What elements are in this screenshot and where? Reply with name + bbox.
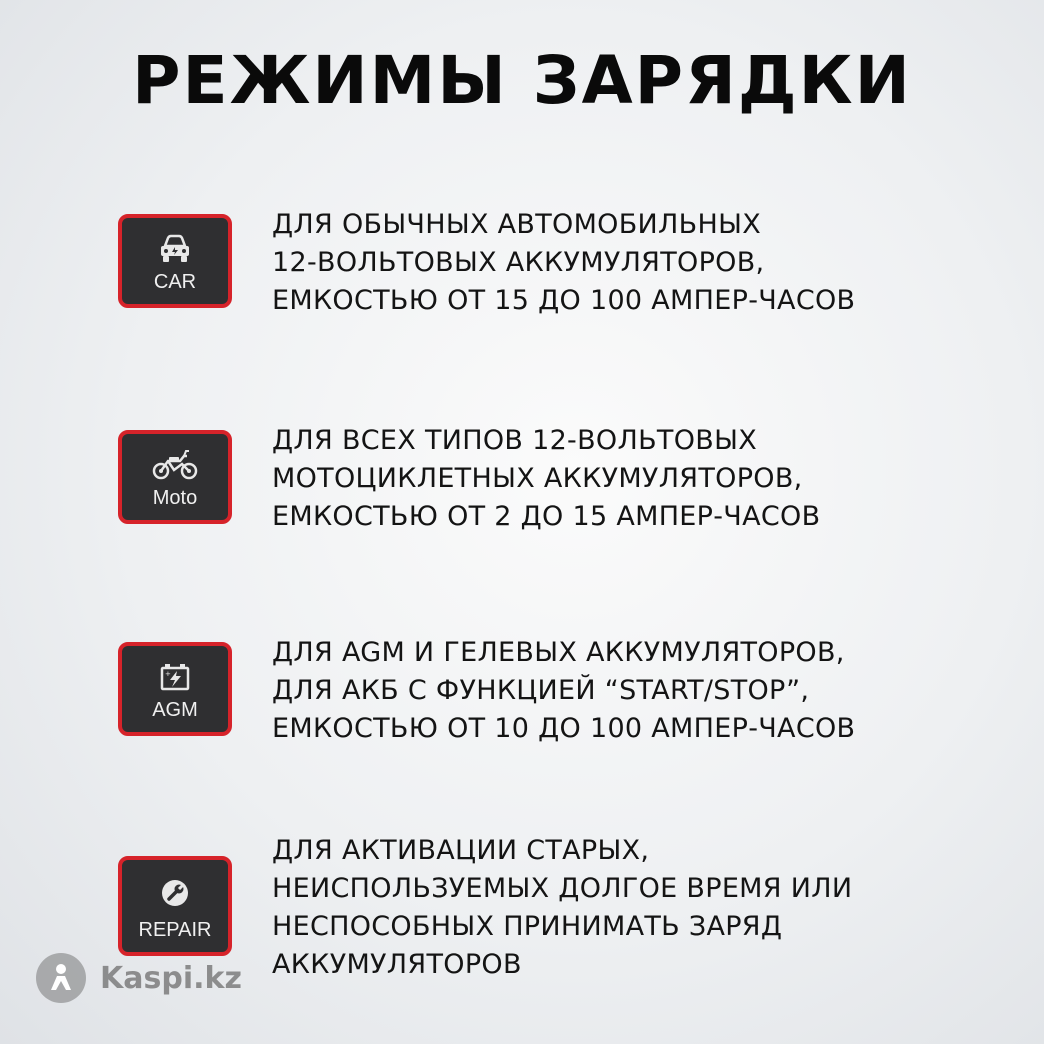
mode-description xyxy=(272,634,1012,748)
description-line: НЕСПОСОБНЫХ ПРИНИМАТЬ ЗАРЯД xyxy=(272,911,783,942)
description-line: АККУМУЛЯТОРОВ xyxy=(272,949,522,980)
watermark-text: Kaspi.kz xyxy=(100,960,242,996)
badge-label: CAR xyxy=(153,271,197,293)
description-line: ДЛЯ АКБ С ФУНКЦИЕЙ “START/STOP”, xyxy=(272,675,810,706)
description-line: 12-ВОЛЬТОВЫХ АККУМУЛЯТОРОВ, xyxy=(272,247,765,278)
mode-car xyxy=(0,210,1044,370)
kaspi-logo-icon xyxy=(36,953,86,1003)
badge-label: AGM xyxy=(152,699,198,721)
description-line: ДЛЯ ВСЕХ ТИПОВ 12-ВОЛЬТОВЫХ xyxy=(272,425,757,456)
car-icon xyxy=(122,232,228,266)
motorcycle-icon xyxy=(122,448,228,482)
page-title: РЕЖИМЫ ЗАРЯДКИ xyxy=(132,42,912,119)
mode-agm xyxy=(0,638,1044,798)
description-line: ДЛЯ AGM И ГЕЛЕВЫХ АККУМУЛЯТОРОВ, xyxy=(272,637,845,668)
description-line: НЕИСПОЛЬЗУЕМЫХ ДОЛГОЕ ВРЕМЯ ИЛИ xyxy=(272,873,853,904)
repair-mode-badge xyxy=(118,856,232,956)
moto-mode-badge xyxy=(118,430,232,524)
mode-description xyxy=(272,206,1012,320)
mode-moto xyxy=(0,426,1044,586)
badge-label: REPAIR xyxy=(138,919,212,941)
badge-label: Moto xyxy=(152,487,198,509)
mode-description xyxy=(272,422,1012,536)
car-mode-badge xyxy=(118,214,232,308)
battery-icon xyxy=(122,660,228,694)
description-line: ДЛЯ АКТИВАЦИИ СТАРЫХ, xyxy=(272,835,650,866)
description-line: ЕМКОСТЬЮ ОТ 15 ДО 100 АМПЕР-ЧАСОВ xyxy=(272,285,856,316)
svg-text:+: + xyxy=(165,670,171,678)
kaspi-watermark xyxy=(36,950,242,1006)
mode-description xyxy=(272,832,1012,984)
description-line: МОТОЦИКЛЕТНЫХ АККУМУЛЯТОРОВ, xyxy=(272,463,803,494)
wrench-icon xyxy=(122,876,228,910)
agm-mode-badge xyxy=(118,642,232,736)
description-line: ДЛЯ ОБЫЧНЫХ АВТОМОБИЛЬНЫХ xyxy=(272,209,762,240)
description-line: ЕМКОСТЬЮ ОТ 2 ДО 15 АМПЕР-ЧАСОВ xyxy=(272,501,821,532)
description-line: ЕМКОСТЬЮ ОТ 10 ДО 100 АМПЕР-ЧАСОВ xyxy=(272,713,856,744)
